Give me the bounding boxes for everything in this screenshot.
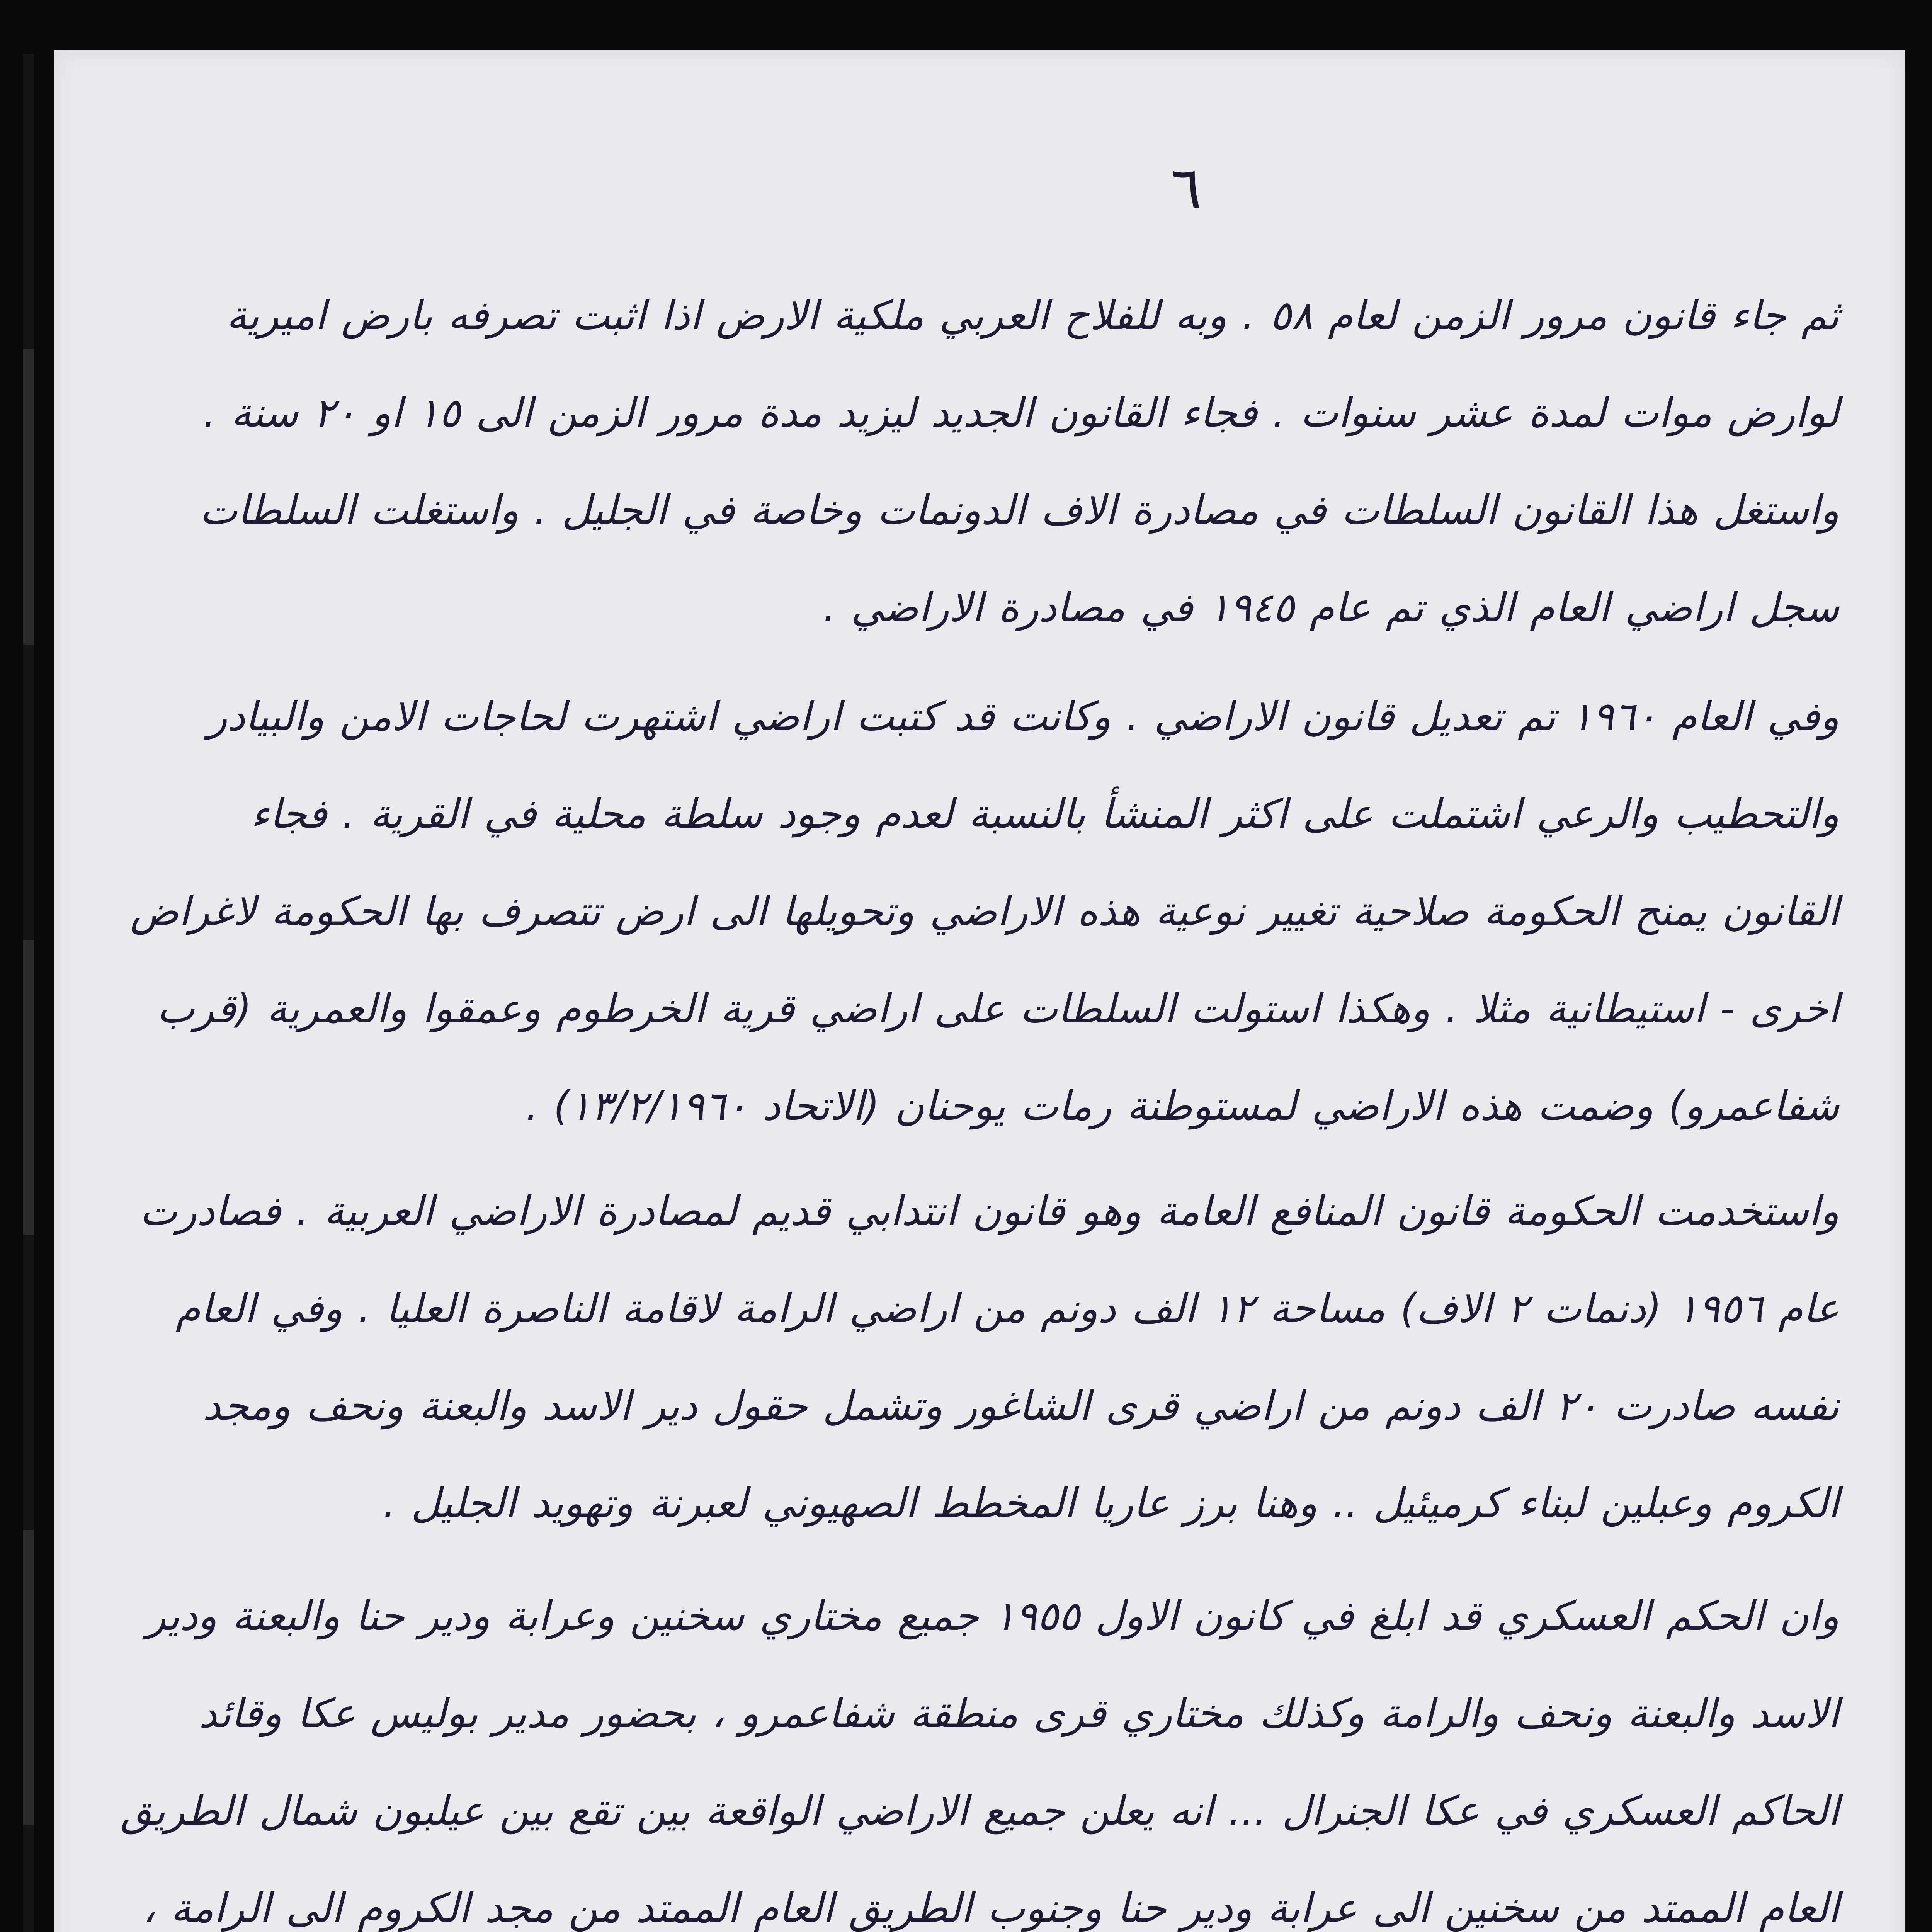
paragraph-mortmain-law: ثم جاء قانون مرور الزمن لعام ٥٨ . وبه للفلاح العربي ملكية الارض اذا اثبت تصرفه بارض اميرية لوارض موات لمدة عشر سنوات . فجاء القانون الجديد ليزيد مدة مرور الزمن الى ١٥ او ٢٠ سنة . واستغل هذا القانون السلطات في مصادرة الاف الدونمات وخاصة في الجليل . واستغلت السلطات سجل اراضي العام الذي تم عام ١٩٤٥ في مصادرة الاراضي . [199,292,1839,631]
manuscript-page [54,50,1905,1932]
paragraph-land-law-1960: وفي العام ١٩٦٠ تم تعديل قانون الاراضي . وكانت قد كتبت اراضي اشتهرت لحاجات الامن والبيادر والتحطيب والرعي اشتملت على اكثر المنشأ بالنسبة لعدم وجود سلطة محلية في القرية . فجاء القانون يمنح الحكومة صلاحية تغيير نوعية هذه الاراضي وتحويلها الى ارض تتصرف بها الحكومة لاغراض اخرى - استيطانية مثلا . وهكذا استولت السلطات على اراضي قرية الخرطوم وعمقوا والعمرية (قرب شفاعمرو) وضمت هذه الاراضي لمستوطنة رمات يوحنان (الاتحاد ١٣/٢/١٩٦٠) . [130,693,1839,1129]
page-number: ٦ [1170,155,1202,222]
paragraph-military-closure: وان الحكم العسكري قد ابلغ في كانون الاول ١٩٥٥ جميع مختاري سخنين وعرابة ودير حنا والبعنة ودير الاسد والبعنة ونحف والرامة وكذلك مختاري قرى منطقة شفاعمرو ، بحضور مدير بوليس عكا وقائد الحاكم العسكري في عكا الجنرال ... انه يعلن جميع الاراضي الواقعة بين تقع بين عيلبون شمال الطريق العام الممتد من سخنين الى عرابة ودير حنا وجنوب الطريق العام الممتد من مجد الكروم الى الرامة ، [121,1592,1839,1932]
vertical-scale-bar [23,54,34,1932]
handwritten-text-body [120,267,1839,1932]
paragraph-public-benefit-law: واستخدمت الحكومة قانون المنافع العامة وهو قانون انتدابي قديم لمصادرة الاراضي العربية . فصادرت عام ١٩٥٦ (دنمات ٢ الاف) مساحة ١٢ الف دونم من اراضي الرامة لاقامة الناصرة العليا . وفي العام نفسه صادرت ٢٠ الف دونم من اراضي قرى الشاغور وتشمل حقول دير الاسد والبعنة ونحف ومجد الكروم وعبلين لبناء كرميئيل .. وهنا برز عاريا المخطط الصهيوني لعبرنة وتهويد الجليل . [139,1187,1839,1527]
